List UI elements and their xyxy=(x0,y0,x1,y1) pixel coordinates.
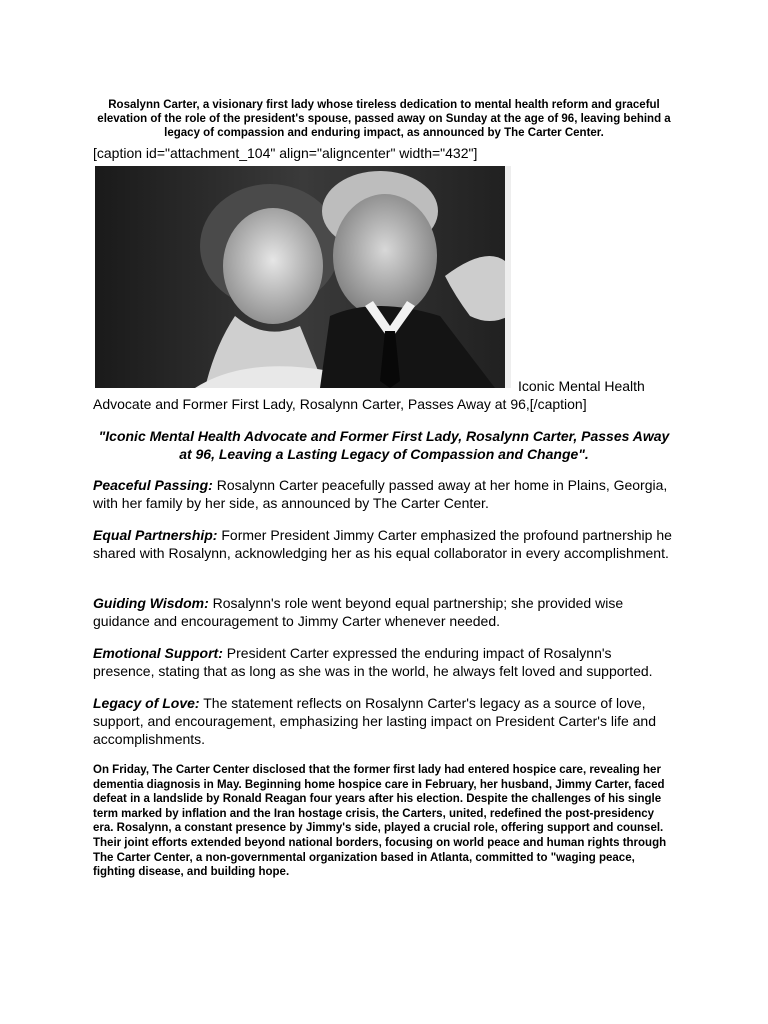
caption-line-1: Iconic Mental Health xyxy=(518,378,645,394)
caption-shortcode-open: [caption id="attachment_104" align="aligncenter" width="432"] xyxy=(93,145,478,161)
point-title: Legacy of Love: xyxy=(93,695,200,711)
closing-paragraph: On Friday, The Carter Center disclosed that the former first lady had entered hospice care, revealing her dementia diagnosis in May. Beginning home hospice care in February, her husband, Jimmy Carter, faced defeat in a landslide by Ronald Reagan four years after his election. Despite the challenges of his single term marked by inflation and the Iran hostage crisis, the Carters, united, redefined the post-presidency era. Rosalynn, a constant presence by Jimmy's side, played a crucial role, offering support and counsel. Their joint efforts extended beyond national borders, focusing on world peace and human rights through The Carter Center, a non-governmental organization based in Atlanta, committed to "waging peace, fighting disease, and building hope. xyxy=(93,764,667,879)
caption-line-2: Advocate and Former First Lady, Rosalynn Carter, Passes Away at 96,[/caption] xyxy=(93,396,587,412)
couple-photo xyxy=(95,166,511,388)
point-text: Rosalynn's role went beyond equal partnership; she provided wise guidance and encouragement to Jimmy Carter whenever needed. xyxy=(93,595,624,629)
point-emotional-support xyxy=(93,644,675,680)
point-title: Equal Partnership: xyxy=(93,527,218,543)
point-title: Emotional Support: xyxy=(93,645,223,661)
caption-text xyxy=(93,377,675,413)
point-peaceful-passing xyxy=(93,476,675,512)
point-text: President Carter expressed the enduring impact of Rosalynn's presence, stating that as long as she was in the world, he always felt loved and supported. xyxy=(93,645,653,679)
point-title: Guiding Wisdom: xyxy=(93,595,209,611)
intro-summary: Rosalynn Carter, a visionary first lady whose tireless dedication to mental health reform and graceful elevation of the role of the president's spouse, passed away on Sunday at the age of 96, leaving behind a legacy of compassion and enduring impact, as announced by The Carter Center. xyxy=(97,99,671,139)
point-equal-partnership xyxy=(93,526,675,562)
headline-quote: "Iconic Mental Health Advocate and Former First Lady, Rosalynn Carter, Passes Away at 96, Leaving a Lasting Legacy of Compassion and Change". xyxy=(98,428,670,462)
photo-image xyxy=(95,166,511,388)
point-text: Rosalynn Carter peacefully passed away at her home in Plains, Georgia, with her family by her side, as announced by The Carter Center. xyxy=(93,477,668,511)
point-text: The statement reflects on Rosalynn Carter's legacy as a source of love, support, and encouragement, emphasizing her lasting impact on President Carter's life and accomplishments. xyxy=(93,695,656,747)
point-guiding-wisdom xyxy=(93,594,675,630)
point-legacy-of-love xyxy=(93,694,675,748)
point-text: Former President Jimmy Carter emphasized the profound partnership he shared with Rosalynn, acknowledging her as his equal collaborator in every accomplishment. xyxy=(93,527,672,561)
point-title: Peaceful Passing: xyxy=(93,477,213,493)
